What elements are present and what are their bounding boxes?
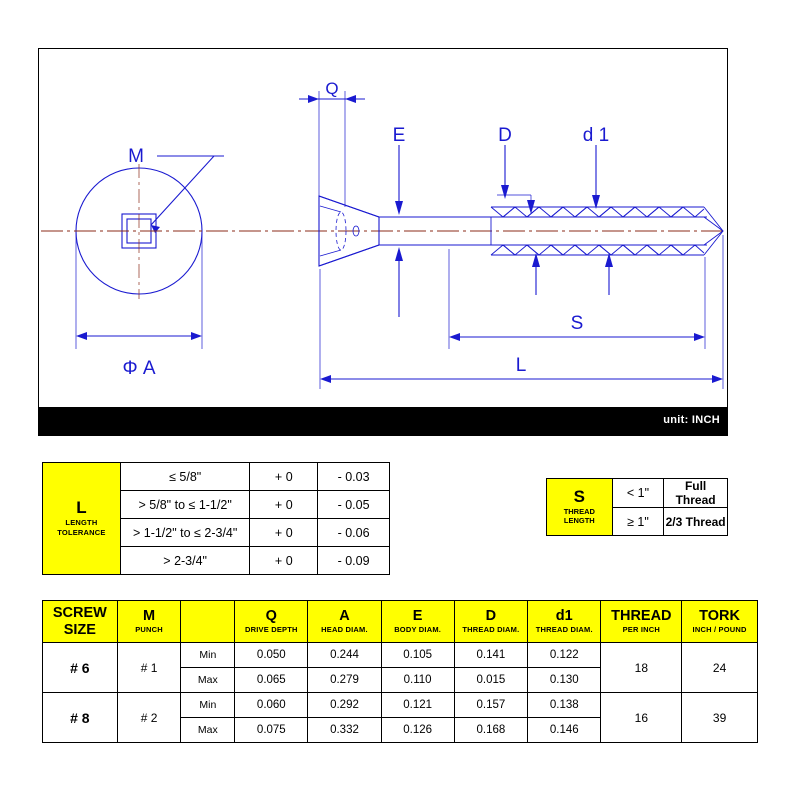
value-d1: 0.138 bbox=[528, 693, 601, 718]
callout-m: M bbox=[128, 146, 144, 167]
value-d1: 0.146 bbox=[528, 718, 601, 743]
table-header-row bbox=[43, 601, 758, 643]
value-tork: 39 bbox=[682, 693, 758, 743]
header-a-desc: HEAD DIAM. bbox=[321, 625, 368, 635]
callout-e: E bbox=[392, 125, 406, 146]
header-d1-symbol: d1 bbox=[555, 608, 573, 625]
screw-spec-table bbox=[42, 600, 758, 743]
header-tork-symbol: TORK bbox=[699, 608, 740, 625]
length-tolerance-table bbox=[42, 462, 390, 575]
value-tork: 24 bbox=[682, 643, 758, 693]
header-tork bbox=[682, 601, 758, 643]
length-plus-tol: + 0 bbox=[250, 547, 318, 575]
length-tolerance-title-cell bbox=[43, 463, 121, 575]
length-range: > 1-1/2" to ≤ 2-3/4" bbox=[120, 519, 250, 547]
thread-length-value: Full Thread bbox=[664, 479, 728, 508]
minmax-label: Min bbox=[181, 643, 235, 668]
minmax-label: Max bbox=[181, 668, 235, 693]
header-tork-desc: INCH / POUND bbox=[692, 625, 747, 635]
length-plus-tol: + 0 bbox=[250, 463, 318, 491]
value-thread-per-inch: 18 bbox=[601, 643, 682, 693]
value-d: 0.141 bbox=[454, 643, 527, 668]
value-e: 0.105 bbox=[381, 643, 454, 668]
value-e: 0.126 bbox=[381, 718, 454, 743]
table-row bbox=[43, 463, 390, 491]
header-e bbox=[381, 601, 454, 643]
header-q-desc: DRIVE DEPTH bbox=[245, 625, 298, 635]
header-thread bbox=[601, 601, 682, 643]
thread-length-condition: < 1" bbox=[612, 479, 664, 508]
header-a bbox=[308, 601, 381, 643]
value-a: 0.292 bbox=[308, 693, 381, 718]
thread-length-table bbox=[546, 478, 728, 536]
thread-length-title-cell bbox=[547, 479, 613, 536]
callout-phi-a: Φ A bbox=[122, 358, 156, 379]
length-minus-tol: - 0.03 bbox=[318, 463, 390, 491]
header-a-symbol: A bbox=[339, 608, 350, 625]
thread-length-subtitle-1: THREAD bbox=[563, 506, 595, 516]
value-a: 0.332 bbox=[308, 718, 381, 743]
length-range: > 5/8" to ≤ 1-1/2" bbox=[120, 491, 250, 519]
length-minus-tol: - 0.09 bbox=[318, 547, 390, 575]
header-q bbox=[235, 601, 308, 643]
punch-size: # 1 bbox=[117, 643, 181, 693]
header-thread-desc: PER INCH bbox=[622, 625, 661, 635]
header-d bbox=[454, 601, 527, 643]
length-tolerance-subtitle-1: LENGTH bbox=[65, 517, 98, 527]
punch-size: # 2 bbox=[117, 693, 181, 743]
length-tolerance-subtitle-2: TOLERANCE bbox=[57, 527, 106, 537]
thread-length-condition: ≥ 1" bbox=[612, 508, 664, 536]
length-range: ≤ 5/8" bbox=[120, 463, 250, 491]
header-screw-size bbox=[43, 601, 118, 643]
header-d1-desc: THREAD DIAM. bbox=[535, 625, 593, 635]
unit-bar bbox=[38, 408, 728, 436]
table-row bbox=[547, 479, 728, 508]
header-screw-size-line1: SCREW bbox=[52, 604, 107, 621]
length-minus-tol: - 0.06 bbox=[318, 519, 390, 547]
header-thread-symbol: THREAD bbox=[611, 608, 672, 625]
head-cone-edge-bottom bbox=[319, 245, 379, 266]
callout-l: L bbox=[515, 355, 527, 376]
value-e: 0.110 bbox=[381, 668, 454, 693]
value-thread-per-inch: 16 bbox=[601, 693, 682, 743]
value-d1: 0.122 bbox=[528, 643, 601, 668]
value-d: 0.015 bbox=[454, 668, 527, 693]
callout-s: S bbox=[570, 313, 584, 334]
value-e: 0.121 bbox=[381, 693, 454, 718]
value-q: 0.060 bbox=[235, 693, 308, 718]
header-punch: PUNCH bbox=[135, 625, 163, 635]
table-row bbox=[43, 693, 758, 718]
minmax-label: Min bbox=[181, 693, 235, 718]
thread-length-subtitle-2: LENGTH bbox=[563, 516, 595, 526]
value-q: 0.050 bbox=[235, 643, 308, 668]
value-a: 0.244 bbox=[308, 643, 381, 668]
callout-d: D bbox=[498, 125, 512, 146]
header-e-symbol: E bbox=[412, 608, 423, 625]
minmax-label: Max bbox=[181, 718, 235, 743]
length-tolerance-title: L bbox=[76, 498, 87, 518]
m-leader-arrow bbox=[151, 225, 160, 233]
header-q-symbol: Q bbox=[265, 608, 277, 625]
screw-size: # 6 bbox=[43, 643, 118, 693]
header-m: M bbox=[143, 608, 156, 625]
length-plus-tol: + 0 bbox=[250, 491, 318, 519]
value-a: 0.279 bbox=[308, 668, 381, 693]
screw-size: # 8 bbox=[43, 693, 118, 743]
value-d1: 0.130 bbox=[528, 668, 601, 693]
technical-drawing-panel bbox=[38, 48, 728, 408]
length-minus-tol: - 0.05 bbox=[318, 491, 390, 519]
screw-drawing bbox=[39, 49, 727, 407]
header-e-desc: BODY DIAM. bbox=[394, 625, 442, 635]
thread-length-title: S bbox=[573, 486, 585, 506]
length-plus-tol: + 0 bbox=[250, 519, 318, 547]
value-d: 0.157 bbox=[454, 693, 527, 718]
length-range: > 2-3/4" bbox=[120, 547, 250, 575]
header-minmax-blank bbox=[181, 601, 235, 643]
callout-d1: d 1 bbox=[582, 125, 610, 146]
header-screw-size-line2: SIZE bbox=[63, 621, 96, 638]
thread-length-value: 2/3 Thread bbox=[664, 508, 728, 536]
value-q: 0.075 bbox=[235, 718, 308, 743]
header-d1 bbox=[528, 601, 601, 643]
head-cone-edge-top bbox=[319, 196, 379, 217]
value-d: 0.168 bbox=[454, 718, 527, 743]
value-q: 0.065 bbox=[235, 668, 308, 693]
unit-label: unit: INCH bbox=[663, 414, 720, 426]
callout-q: Q bbox=[325, 79, 339, 98]
header-m-punch bbox=[117, 601, 181, 643]
header-d-desc: THREAD DIAM. bbox=[462, 625, 520, 635]
table-row bbox=[43, 643, 758, 668]
header-d-symbol: D bbox=[485, 608, 497, 625]
